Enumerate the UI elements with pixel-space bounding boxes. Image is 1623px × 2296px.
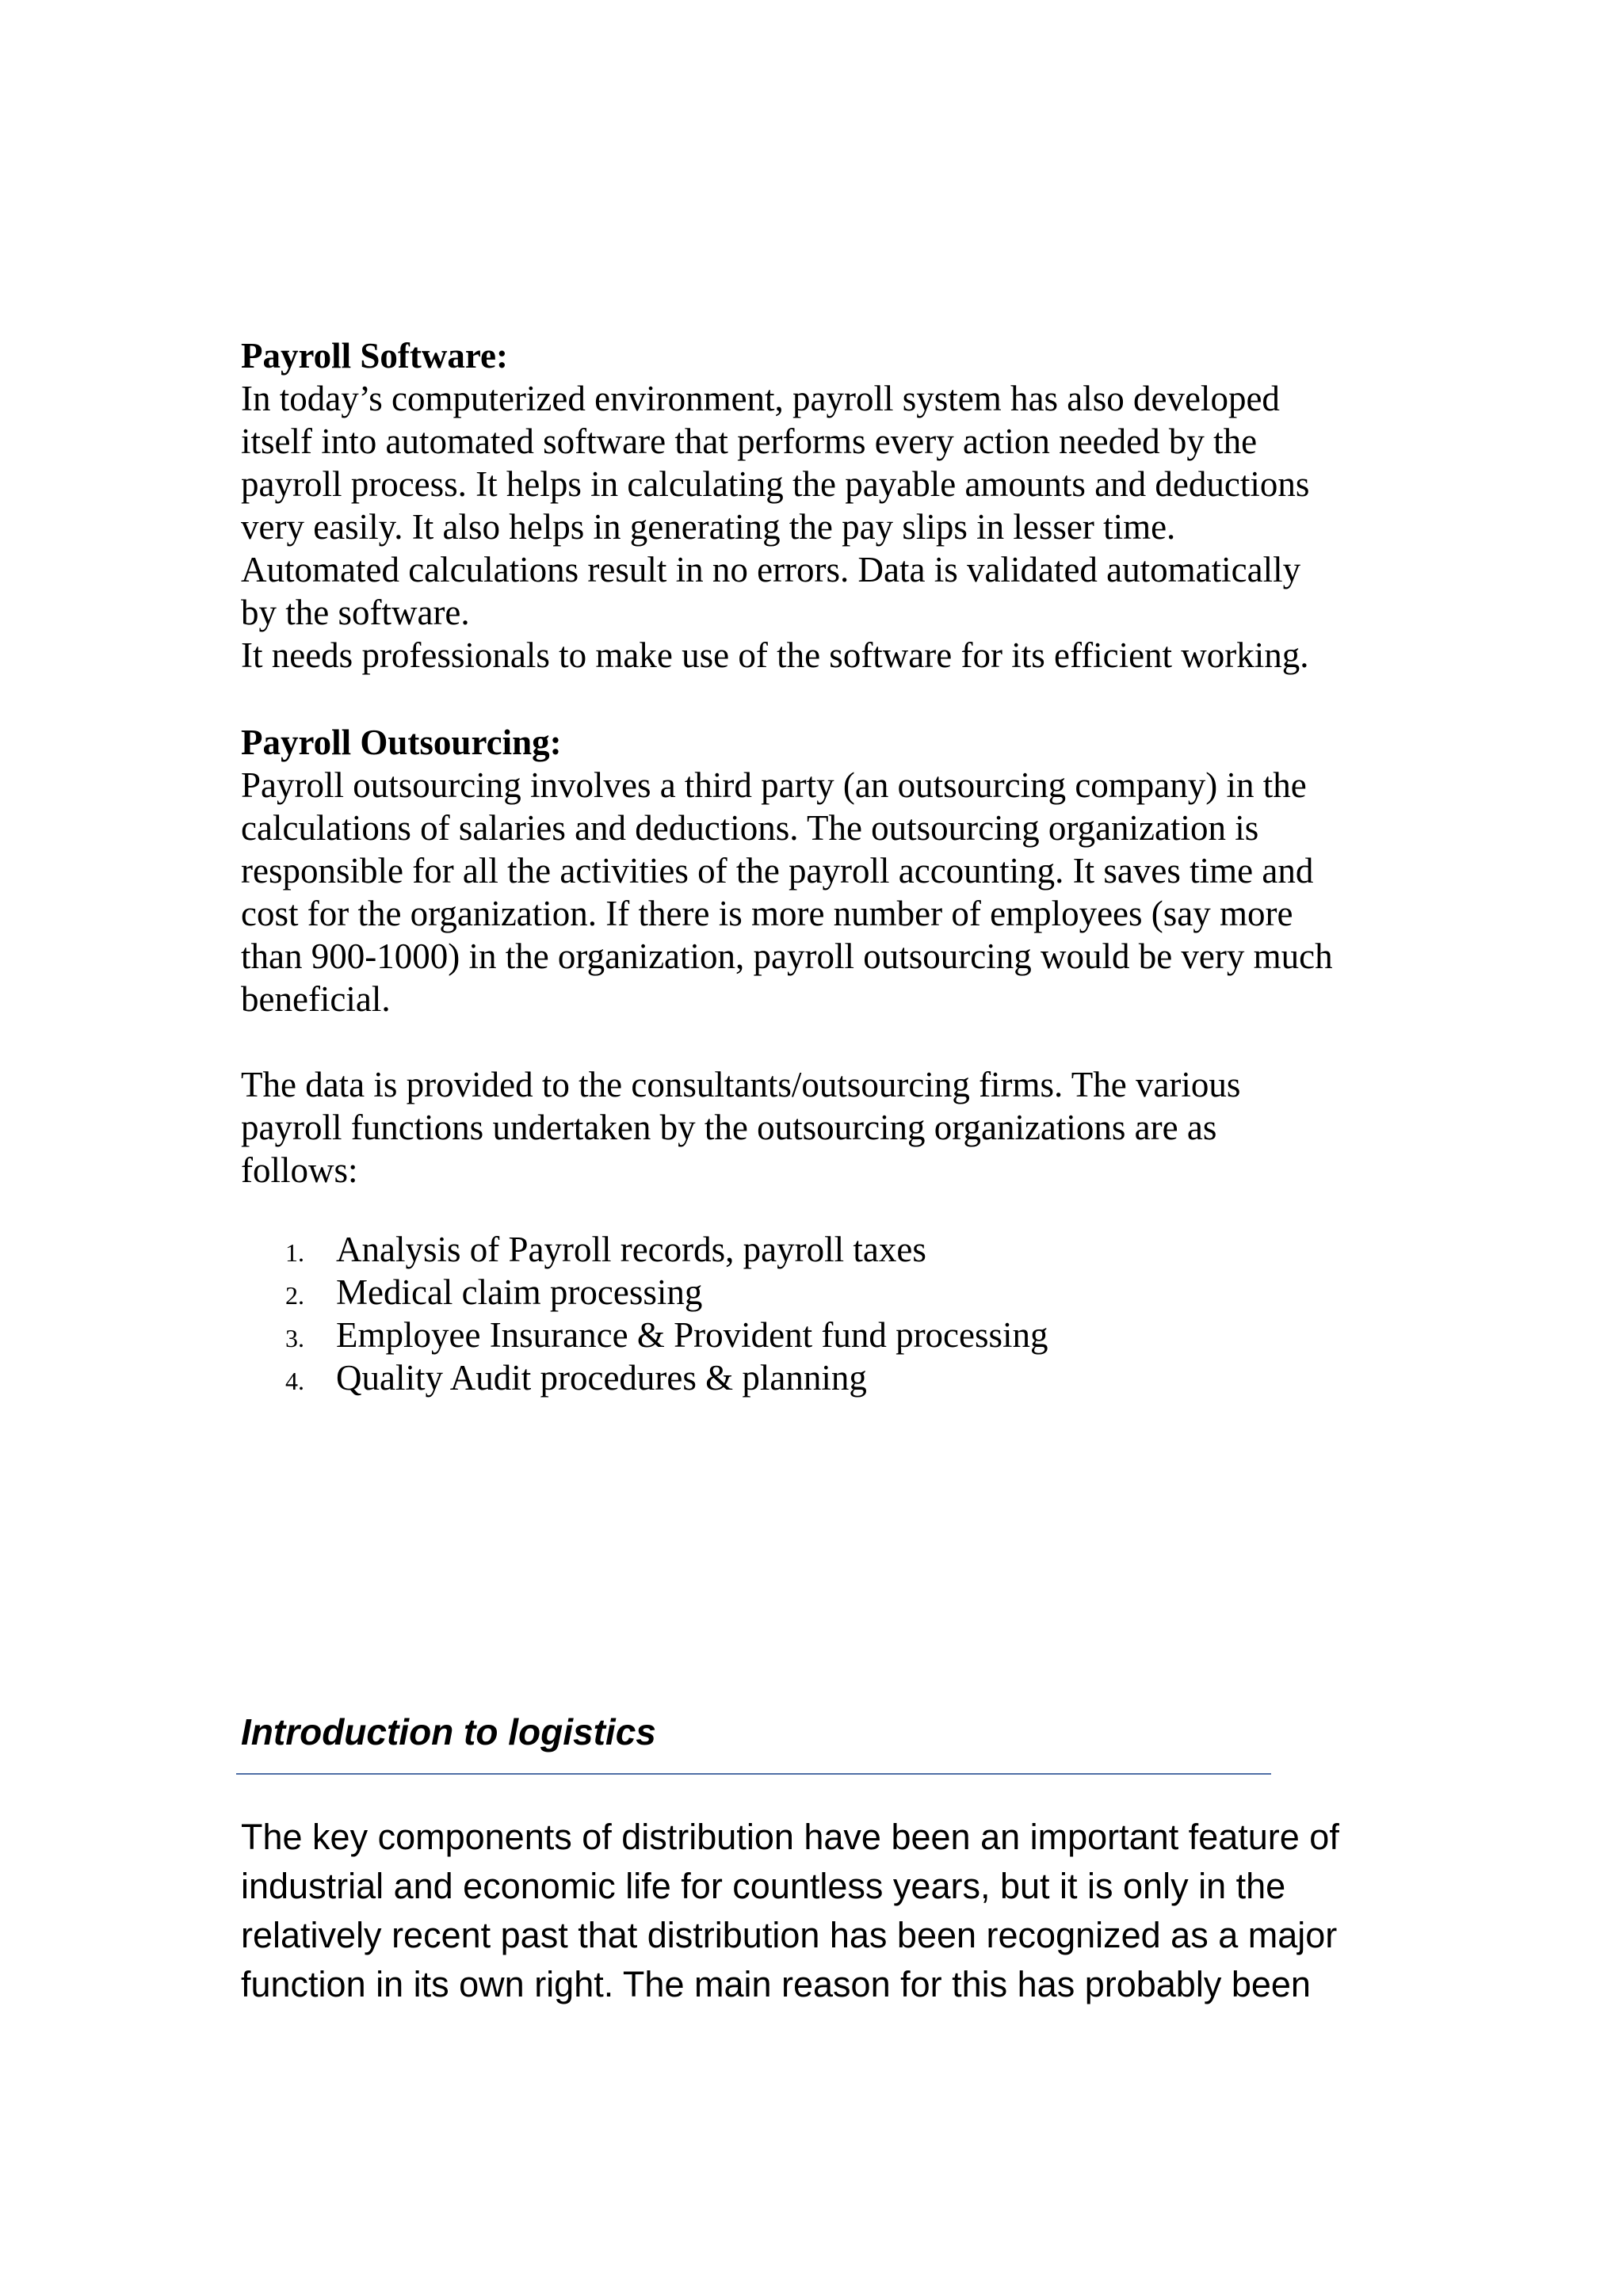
paragraph-line: payroll process. It helps in calculating the payable amounts and deductions	[241, 464, 1310, 504]
list-number: 3.	[285, 1324, 304, 1352]
list-item	[241, 1356, 1398, 1399]
paragraph-line: In today’s computerized environment, payroll system has also developed	[241, 379, 1280, 418]
paragraph-line: function in its own right. The main reason for this has probably been	[241, 1964, 1311, 2004]
paragraph-line: payroll functions undertaken by the outsourcing organizations are as	[241, 1108, 1217, 1147]
paragraph-line: responsible for all the activities of the payroll accounting. It saves time and	[241, 851, 1314, 891]
list-number: 1.	[285, 1238, 304, 1267]
title-divider	[236, 1773, 1271, 1775]
paragraph-line: beneficial.	[241, 979, 391, 1019]
payroll-software-heading: Payroll Software:	[241, 336, 509, 376]
paragraph-line: The key components of distribution have been an important feature of	[241, 1817, 1339, 1857]
list-text: Analysis of Payroll records, payroll taxes	[336, 1230, 926, 1269]
list-number: 4.	[285, 1367, 304, 1395]
paragraph-line: relatively recent past that distribution has been recognized as a major	[241, 1915, 1338, 1955]
list-number: 2.	[285, 1281, 304, 1310]
list-item	[241, 1314, 1398, 1356]
logistics-paragraph	[241, 1813, 1430, 2009]
paragraph-line: It needs professionals to make use of the software for its efficient working.	[241, 635, 1309, 675]
list-item	[241, 1228, 1398, 1271]
outsourcing-functions-list	[241, 1228, 1398, 1399]
payroll-outsourcing-section	[241, 721, 1398, 1020]
list-item	[241, 1271, 1398, 1314]
paragraph-line: calculations of salaries and deductions. The outsourcing organization is	[241, 808, 1259, 848]
paragraph-line: industrial and economic life for countless years, but it is only in the	[241, 1866, 1286, 1906]
list-text: Medical claim processing	[336, 1272, 703, 1312]
paragraph-line: itself into automated software that performs every action needed by the	[241, 421, 1258, 461]
paragraph-line: The data is provided to the consultants/outsourcing firms. The various	[241, 1065, 1241, 1104]
paragraph-line: than 900-1000) in the organization, payroll outsourcing would be very much	[241, 936, 1333, 976]
payroll-outsourcing-heading: Payroll Outsourcing:	[241, 723, 562, 762]
paragraph-line: Payroll outsourcing involves a third party (an outsourcing company) in the	[241, 765, 1307, 805]
logistics-section-title: Introduction to logistics	[241, 1711, 656, 1753]
list-text: Quality Audit procedures & planning	[336, 1358, 867, 1398]
payroll-software-section	[241, 334, 1398, 677]
outsourcing-intro-paragraph	[241, 1063, 1398, 1192]
paragraph-line: cost for the organization. If there is more number of employees (say more	[241, 894, 1293, 933]
paragraph-line: very easily. It also helps in generating the pay slips in lesser time.	[241, 507, 1176, 547]
paragraph-line: by the software.	[241, 593, 470, 632]
paragraph-line: Automated calculations result in no errors. Data is validated automatically	[241, 550, 1301, 589]
list-text: Employee Insurance & Provident fund processing	[336, 1315, 1048, 1355]
paragraph-line: follows:	[241, 1150, 358, 1190]
